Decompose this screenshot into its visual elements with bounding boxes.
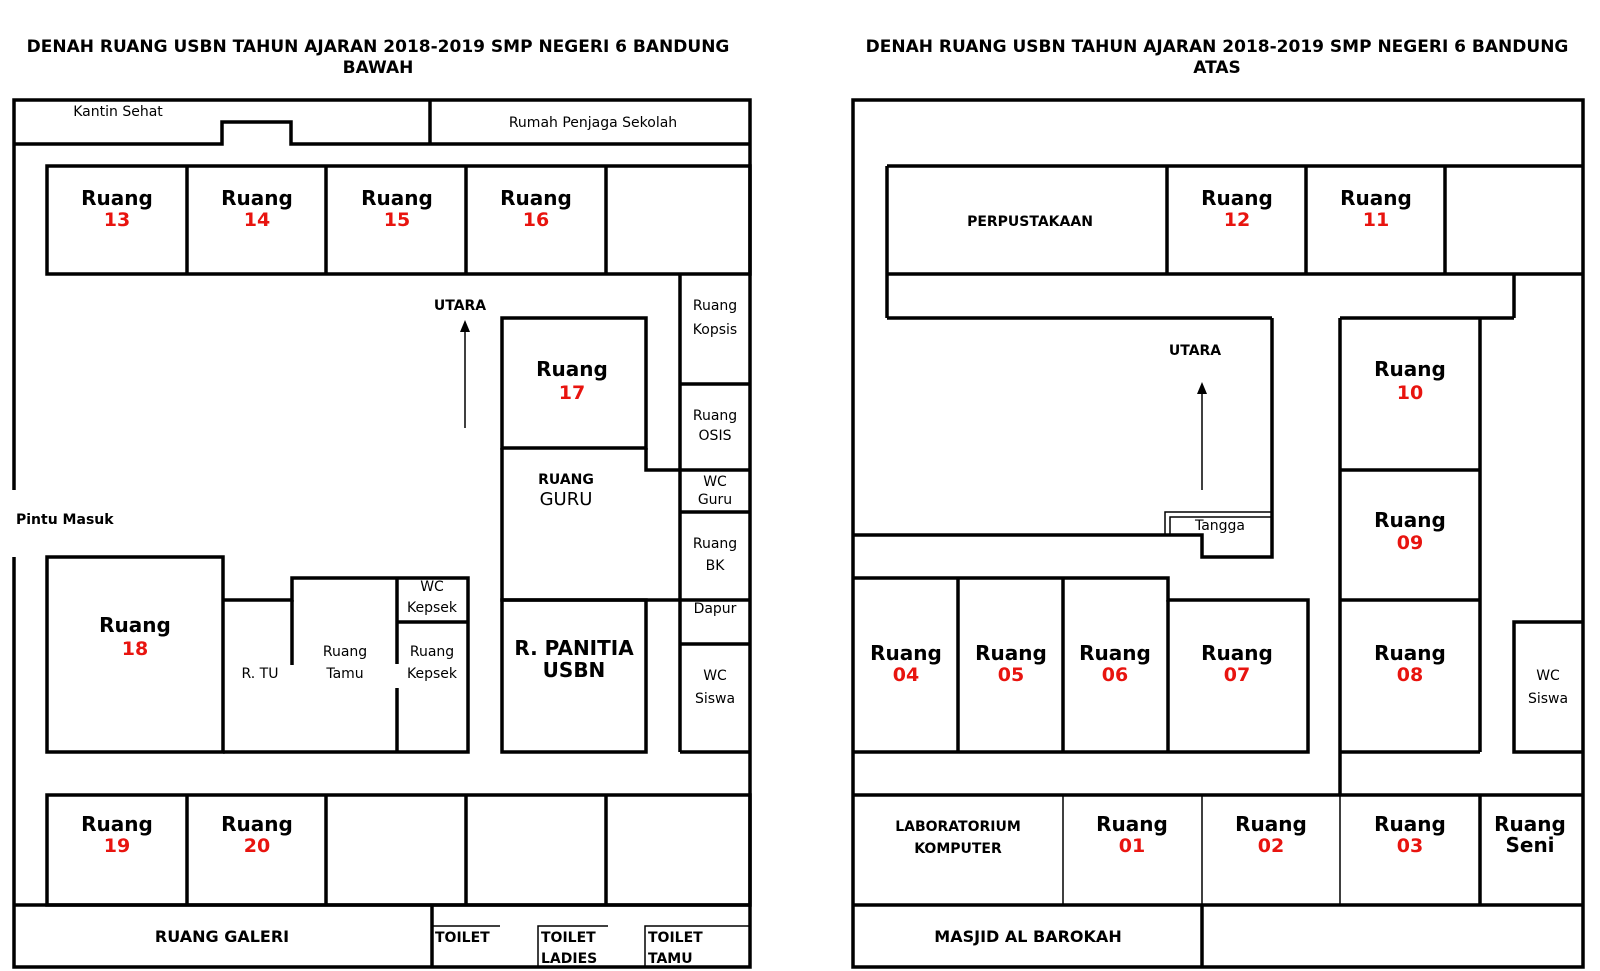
dapur-label: Dapur — [693, 601, 737, 617]
wc-siswa-label-1: WC — [703, 668, 727, 684]
lab-komputer-label-1: LABORATORIUM — [895, 819, 1021, 835]
ruang-04-number: 04 — [892, 664, 920, 686]
ruang-15-number: 15 — [383, 209, 411, 231]
kopsis-label-2: Kopsis — [692, 322, 738, 338]
ruang-19-number: 19 — [103, 835, 131, 857]
ruang-09-label: Ruang — [1374, 508, 1446, 532]
ruang-18-number: 18 — [121, 638, 149, 660]
bk-label-1: Ruang — [692, 536, 738, 552]
ruang-03-number: 03 — [1396, 835, 1424, 857]
ruang-14-label: Ruang — [221, 186, 293, 210]
plan-bawah-subtitle: BAWAH — [342, 58, 414, 78]
ruang-kepsek-label-1: Ruang — [409, 644, 455, 660]
ruang-16-label: Ruang — [500, 186, 572, 210]
pintu-masuk-label: Pintu Masuk — [16, 512, 114, 528]
ruang-04-label: Ruang — [870, 641, 942, 665]
toilet-tamu-label-1: TOILET — [648, 930, 703, 946]
panitia-label-1: R. PANITIA — [514, 636, 634, 660]
toilet-label: TOILET — [435, 930, 490, 946]
rumah-penjaga-label: Rumah Penjaga Sekolah — [508, 115, 678, 131]
utara-label-atas: UTARA — [1168, 343, 1222, 359]
ruang-13-label: Ruang — [81, 186, 153, 210]
ruang-09-number: 09 — [1396, 532, 1424, 554]
ruang-17-label: Ruang — [536, 357, 608, 381]
ruang-kepsek-label-2: Kepsek — [407, 666, 457, 682]
ruang-12-label: Ruang — [1201, 186, 1273, 210]
plan-atas-subtitle: ATAS — [1193, 58, 1241, 78]
wc-siswa-atas-label-1: WC — [1536, 668, 1560, 684]
ruang-tamu-label-1: Ruang — [322, 644, 368, 660]
ruang-02-number: 02 — [1257, 835, 1285, 857]
tangga-label: Tangga — [1194, 518, 1246, 534]
wc-kepsek-label-1: WC — [420, 579, 444, 595]
plan-atas-title: DENAH RUANG USBN TAHUN AJARAN 2018-2019 SMP NEGERI 6 BANDUNG — [865, 37, 1569, 57]
wc-siswa-atas-label-2: Siswa — [1527, 691, 1569, 707]
r-tu-label: R. TU — [241, 666, 279, 682]
utara-label: UTARA — [433, 298, 487, 314]
ruang-10-number: 10 — [1396, 382, 1424, 404]
ruang-16-number: 16 — [522, 209, 550, 231]
ruang-20-label: Ruang — [221, 812, 293, 836]
ruang-01-number: 01 — [1118, 835, 1146, 857]
panitia-label-2: USBN — [542, 658, 606, 682]
ruang-17-number: 17 — [558, 382, 586, 404]
osis-label-1: Ruang — [692, 408, 738, 424]
toilet-ladies-label-2: LADIES — [541, 951, 598, 967]
ruang-01-label: Ruang — [1096, 812, 1168, 836]
ruang-06-label: Ruang — [1079, 641, 1151, 665]
perpustakaan-label: PERPUSTAKAAN — [967, 214, 1093, 230]
masjid-label: MASJID AL BAROKAH — [934, 927, 1122, 946]
plan-atas — [853, 37, 1583, 967]
ruang-seni-label-1: Ruang — [1494, 812, 1566, 836]
wc-guru-label-1: WC — [703, 474, 727, 490]
ruang-03-label: Ruang — [1374, 812, 1446, 836]
ruang-guru-label-2: GURU — [539, 489, 593, 510]
ruang-13-number: 13 — [103, 209, 131, 231]
ruang-05-label: Ruang — [975, 641, 1047, 665]
osis-label-2: OSIS — [698, 428, 732, 444]
ruang-14-number: 14 — [243, 209, 271, 231]
ruang-tamu-label-2: Tamu — [326, 666, 364, 682]
ruang-10-label: Ruang — [1374, 357, 1446, 381]
ruang-18-label: Ruang — [99, 613, 171, 637]
wc-siswa-label-2: Siswa — [694, 691, 736, 707]
ruang-seni-label-2: Seni — [1505, 833, 1555, 857]
toilet-tamu-label-2: TAMU — [648, 951, 693, 967]
ruang-11-number: 11 — [1362, 209, 1390, 231]
wc-kepsek-label-2: Kepsek — [407, 600, 457, 616]
kopsis-label-1: Ruang — [692, 298, 738, 314]
toilet-ladies-label-1: TOILET — [541, 930, 596, 946]
bk-label-2: BK — [705, 558, 725, 574]
ruang-07-label: Ruang — [1201, 641, 1273, 665]
wc-guru-label-2: Guru — [697, 492, 733, 508]
ruang-08-label: Ruang — [1374, 641, 1446, 665]
ruang-guru-label-1: RUANG — [538, 472, 594, 488]
ruang-08-number: 08 — [1396, 664, 1424, 686]
lab-komputer-label-2: KOMPUTER — [914, 841, 1002, 857]
kantin-sehat-label: Kantin Sehat — [73, 104, 163, 120]
ruang-19-label: Ruang — [81, 812, 153, 836]
ruang-02-label: Ruang — [1235, 812, 1307, 836]
ruang-06-number: 06 — [1101, 664, 1129, 686]
ruang-05-number: 05 — [997, 664, 1025, 686]
plan-bawah — [14, 37, 750, 967]
ruang-15-label: Ruang — [361, 186, 433, 210]
ruang-12-number: 12 — [1223, 209, 1251, 231]
ruang-galeri-label: RUANG GALERI — [154, 927, 290, 946]
ruang-07-number: 07 — [1223, 664, 1251, 686]
ruang-11-label: Ruang — [1340, 186, 1412, 210]
plan-bawah-title: DENAH RUANG USBN TAHUN AJARAN 2018-2019 SMP NEGERI 6 BANDUNG — [26, 37, 730, 57]
ruang-20-number: 20 — [243, 835, 271, 857]
